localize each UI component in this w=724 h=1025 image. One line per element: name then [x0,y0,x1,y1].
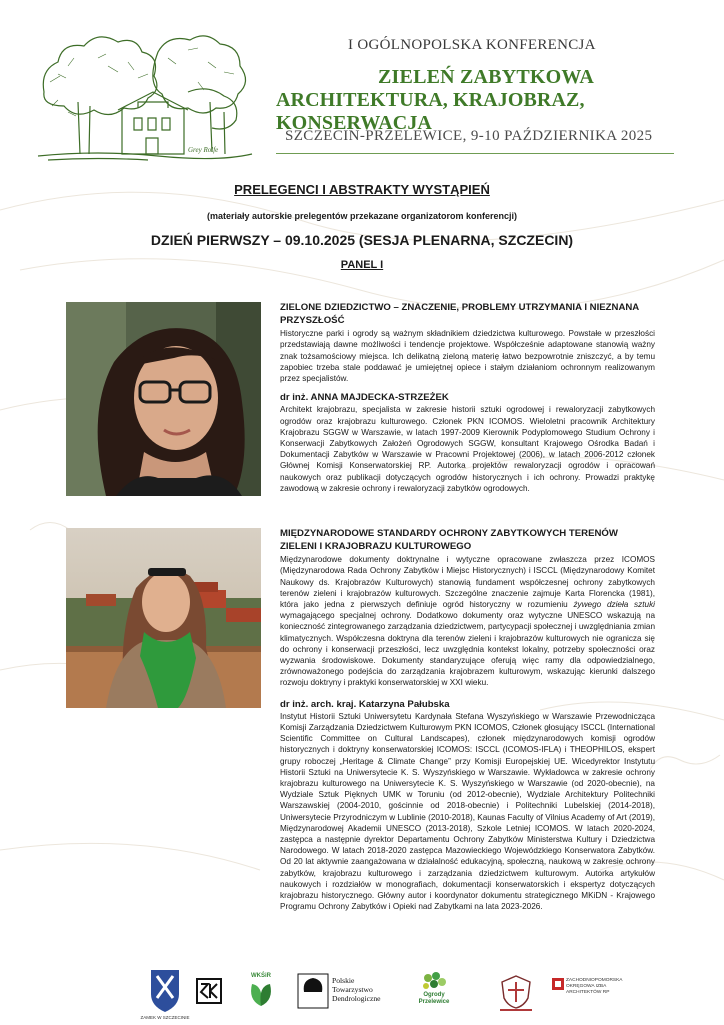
abstract-emphasis: żywego dzieła sztuki [573,600,655,609]
talk-abstract: Historyczne parki i ogrody są ważnym składnikiem dziedzictwa kulturowego. Powstałe w przeszłości przedstawiają dawne możliwości i tendencje projektowe. Współcześnie adaptowane stanowią ważny znak tożsamościowy miejsca. Ich delikatną zieloną materię łatwo bezpowrotnie zniszczyć, a by temu zapobiec trzeba stale poddawać je umiejętnej opiece i stałym działaniom ochronnym realizowanym przez specjalistów. [280,329,655,383]
speaker-bio: Architekt krajobrazu, specjalista w zakresie historii sztuki ogrodowej i rewaloryzacji zabytkowych ogrodów oraz krajobrazu kulturowego. Członek PKN ICOMOS. Wieloletni pracownik Architektury Krajobrazu SGGW w Warszawie, w latach 1997-2009 Kierownik Podyplomowego Studium Ochrony i Konserwacji Zabytkowych Założeń Ogrodowych SGGW, konsultant Krajowego Ośrodka Badań i Dokumentacji Zabytków w Warszawie w Pracowni Projektowej (2006), w latach 2006-2012 członek Głównej Komisji Konserwatorskiej RP. Autorka projektów rewaloryzacji ogrodów i opracowań naukowych oraz publikacji dotyczących ogrodów historycznych i ich ochrony. Prowadzi praktykę zawodową w zakresie ochrony i rewaloryzacji zabytków ogrodowych. [280,405,655,493]
conference-edition: I OGÓLNOPOLSKA KONFERENCJA [348,37,596,53]
talk-abstract [280,554,655,688]
shield-logo-label: ZAMEK W SZCZECINIE [140,1015,190,1020]
abstract-text: Międzynarodowe dokumenty doktrynalne i wytyczne opracowane zwłaszcza przez ICOMOS (Międzynarodowa Rada Ochrony Zabytków i Miejsc Historycznych) i ISCCL (Międzynarodowy Komitet Naukowy ds. Krajobrazów Kulturowych) stanowią fundament współczesnej ochrony zabytkowych terenów zieleni i krajobrazów kulturowych. Szczególne znaczenie zajmuje Karta Florencka (1981), która jako jedna z pierwszych definiuje ogród historyczny w rozumieniu [280,555,655,609]
sponsor-logos [0,960,724,1024]
speaker-bio: Instytut Historii Sztuki Uniwersytetu Kardynała Stefana Wyszyńskiego w Warszawie Przewodnicząca Komisji Zarządzania Dziedzictwem Kulturowym PKN ICOMOS, Członek głosujący ISCCL (International Scientific Committee on Cultural Landscapes), członek międzynarodowych komisji ogrodów historycznych i doktryny konserwatorskiej ICOMOS: ISCCL (ICOMOS-IFLA) i THEOPHILOS, ekspert grupy roboczej „Heritage & Climate Change” przy Komisji Europejskiej UE. Wicedyrektor Instytutu Historii Sztuki na Uniwersytecie K. S. Wyszyńskiego w Warszawie. Wykładowca w zakresie ochrony krajobrazu kulturowego na Uniwersytecie K. S. Wyszyńskiego w Warszawie (od 2020-obecnie), na Wydziale Sztuk Pięknych UMK w Toruniu (od 2012-obecnie), Wydziale Architektury Politechniki Warszawskiej (2004-2010, gościnnie od 2018-obecnie) i Politechniki Lubelskiej (2014-2018), Uniwersytecie Przyrodniczym w Lublinie (2010-2018), Kaunas Faculty of Vilnius Academy of Art (2019), Międzynarodowej Akademii UNESCO (2013-2018), Szkole Letniej ICOMOS. W latach 2020-2024, zastępca a następnie dyrektor Departamentu Ochrony Zabytków Ministerstwa Kultury i Dziedzictwa Narodowego. W latach 2018-2020 zastępca Mazowieckiego Wojewódzkiego Konserwatora Zabytków. Od 20 lat aktywnie zaangażowana w działalność edukacyjną, społeczną, naukową w zakresie ochrony zabytków, krajobrazu kulturowego i zarządzania dziedzictwem kulturowym. Autorka artykułów naukowych i rozdziałów w monografiach, dokumentacji konserwatorskich i ekspertyz dotyczących krajobrazu historycznego. Główny autor i koordynator dokumentu strategicznego MKiDN - Krajowego Programu Ochrony Zabytków i Opieki nad Zabytkami na lata 2023-2026. [280,711,655,912]
speaker-photo-anna [66,302,261,496]
page-title: PRELEGENCI I ABSTRAKTY WYSTĄPIEŃ [234,182,490,197]
shield-logo-icon [140,968,190,1020]
chamber-logo-icon [552,978,626,1012]
talk-title: ZIELONE DZIEDZICTWO – ZNACZENIE, PROBLEMY UTRZYMANIA I NIEZNANA PRZYSZŁOŚĆ [280,302,639,326]
abstract-text: wymagającego specjalnej ochrony. Dodatkowo dokumenty oraz wytyczne UNESCO wskazują na konieczność zintegrowanego zarządzania dziedzictwem, partycypacji społecznej i uwzględniania zmian klimatycznych. Współczesna doktryna dla terenów zieleni i krajobrazów kulturowych nie ogranicza się do ochrony i konserwacji przeszłości, lecz uwzględnia kontekst lokalny, potrzeby społeczności oraz wyzwania środowiskowe. Dokumenty standaryzujące oferują więc ramy dla odpowiedzialnego, zrównoważonego podejścia do zarządzania krajobrazem kulturowym, wskazując kierunki dalszego rozwoju doktryny i praktyki konserwatorskiej w XXI wieku. [280,611,655,688]
conference-place-date: SZCZECIN-PRZELEWICE, 9-10 PAŹDZIERNIKA 2025 [285,128,653,144]
talk-2 [280,528,655,912]
leaf-logo-icon [246,970,276,1010]
crest-logo-icon [496,974,536,1012]
tree-logo-label: Polskie Towarzystwo Dendrologiczne [332,976,381,1003]
conference-header [0,0,724,170]
flower-logo-label: Ogrody Przelewice [418,992,450,1005]
speaker-name: dr inż. arch. kraj. Katarzyna Pałubska [280,698,450,710]
panel-heading: PANEL I [340,259,384,271]
sk-monogram-icon [196,978,222,1004]
flower-logo-icon [414,970,454,1014]
drawing-signature: Grey Rolfe [188,146,219,154]
conference-title-line1: ZIELEŃ ZABYTKOWA [378,66,595,88]
header-divider [276,153,674,154]
chamber-logo-label: ZACHODNIOPOMORSKA OKRĘGOWA IZBA ARCHITEKTÓW RP [566,978,623,995]
tree-logo-icon [298,974,390,1010]
day-heading: DZIEŃ PIERWSZY – 09.10.2025 (SESJA PLENARNA, SZCZECIN) [150,232,574,248]
talk-1 [280,302,655,494]
speaker-photo-katarzyna [66,528,261,708]
speaker-name: dr inż. ANNA MAJDECKA-STRZEŻEK [280,392,449,404]
manor-park-drawing [38,22,252,164]
conference-title-line2: ARCHITEKTURA, KRAJOBRAZ, KONSERWACJA [276,89,585,134]
leaf-logo-label: WKŚiR [251,973,271,979]
page-subtitle: (materiały autorskie prelegentów przekazane organizatorom konferencji) [206,211,518,221]
talk-title: MIĘDZYNARODOWE STANDARDY OCHRONY ZABYTKOWYCH TERENÓW ZIELENI I KRAJOBRAZU KULTUROWEGO [280,528,618,552]
